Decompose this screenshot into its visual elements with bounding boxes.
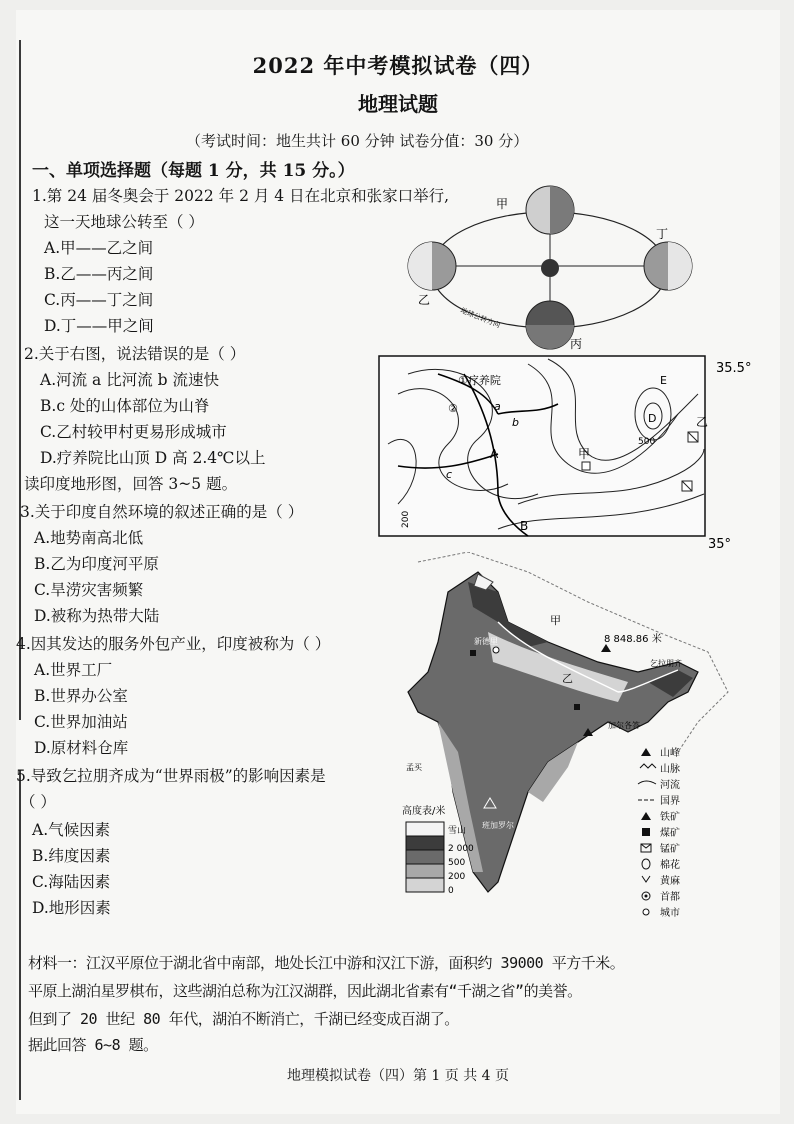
q5-option-b: B.纬度因素	[32, 847, 111, 865]
q4-option-c: C.世界加油站	[34, 713, 128, 731]
q4-stem: 4.因其发达的服务外包产业，印度被称为（ ）	[16, 635, 331, 653]
legend-capital: 首都	[660, 892, 680, 903]
material-line: 平原上湖泊星罗棋布，这些湖泊总称为江汉湖群，因此湖北省素有“千湖之省”的美誉。	[28, 982, 582, 1000]
q1-option-b: B.乙——丙之间	[44, 265, 154, 283]
q3-option-c: C.旱涝灾害频繁	[34, 581, 144, 599]
q3-option-a: A.地势南高北低	[34, 529, 144, 547]
material-line: 材料一：江汉平原位于湖北省中南部，地处长江中游和汉江下游，面积约 39000 平方千米。	[28, 954, 625, 972]
map-city-bangalore: 班加罗尔	[482, 821, 514, 830]
q5-stem: （ ）	[20, 793, 56, 811]
label-river-b: b	[512, 416, 519, 429]
elev-snow: 雪山	[448, 826, 467, 836]
material-instruction: 据此回答 6~8 题。	[28, 1036, 158, 1054]
orbit-label-jia: 甲	[496, 197, 509, 211]
label-2: ②	[448, 402, 458, 415]
page-footer: 地理模拟试卷（四）第 1 页 共 4 页	[286, 1068, 510, 1084]
q5-stem: 5.导致乞拉朋齐成为“世界雨极”的影响因素是	[16, 767, 326, 785]
india-topographic-map	[378, 552, 738, 924]
orbit-direction-text: 地球公转方向	[459, 306, 502, 330]
subject-title: 地理试题	[358, 92, 438, 116]
contour-map	[378, 354, 770, 550]
q1-option-a: A.甲——乙之间	[44, 239, 154, 257]
section-heading: 一、单项选择题（每题 1 分，共 15 分。）	[32, 161, 355, 181]
q4-option-a: A.世界工厂	[34, 661, 113, 679]
q5-option-d: D.地形因素	[32, 899, 111, 917]
q1-option-c: C.丙——丁之间	[44, 291, 154, 309]
earth-orbit-diagram	[404, 180, 694, 352]
legend-border: 国界	[660, 796, 680, 807]
binding-line	[19, 770, 21, 1100]
q1-stem: 这一天地球公转至（ ）	[44, 213, 204, 231]
q2-stem: 2.关于右图，说法错误的是（ ）	[24, 345, 246, 363]
map-city-mumbai: 孟买	[406, 763, 422, 772]
q5-option-a: A.气候因素	[32, 821, 111, 839]
map-label-jia: 甲	[550, 614, 561, 627]
orbit-label-bing: 丙	[570, 337, 583, 351]
map-city-cherrapunji: 乞拉朋齐	[650, 659, 682, 668]
material-line: 但到了 20 世纪 80 年代，湖泊不断消亡，千湖已经变成百湖了。	[28, 1010, 459, 1028]
q1-stem: 1.第 24 届冬奥会于 2022 年 2 月 4 日在北京和张家口举行,	[32, 187, 450, 205]
label-sanatorium: ①疗养院	[458, 374, 501, 387]
orbit-label-yi: 乙	[418, 293, 431, 307]
q1-option-d: D.丁——甲之间	[44, 317, 154, 335]
orbit-label-ding: 丁	[656, 227, 669, 241]
elev-0: 0	[448, 886, 454, 896]
exam-title: 2022 年中考模拟试卷（四）	[252, 53, 544, 78]
map-peak-height: 8 848.86 米	[604, 634, 662, 645]
map-city-kolkata: 加尔各答	[608, 721, 640, 730]
legend-peak: 山峰	[660, 748, 680, 759]
label-A: A	[490, 447, 499, 461]
legend-river: 河流	[660, 780, 680, 791]
label-river-a: a	[494, 400, 501, 413]
label-jia: 甲	[578, 447, 591, 461]
legend-iron: 铁矿	[660, 812, 680, 823]
q4-option-d: D.原材料仓库	[34, 739, 129, 757]
q2-option-b: B.c 处的山体部位为山脊	[40, 397, 210, 415]
intro-3-5: 读印度地形图，回答 3~5 题。	[24, 475, 238, 493]
label-yi: 乙	[696, 415, 709, 429]
q5-option-c: C.海陆因素	[32, 873, 111, 891]
label-D: D	[648, 412, 657, 425]
legend-cotton: 棉花	[660, 860, 680, 871]
legend-coal: 煤矿	[660, 828, 680, 839]
q2-option-c: C.乙村较甲村更易形成城市	[40, 423, 227, 441]
elev-500: 500	[448, 858, 466, 868]
lat-bottom: 35°	[708, 537, 732, 550]
contour-200: 200	[401, 510, 411, 528]
q3-option-d: D.被称为热带大陆	[34, 607, 160, 625]
legend-range: 山脉	[660, 764, 680, 775]
elev-200: 200	[448, 872, 466, 882]
q3-option-b: B.乙为印度河平原	[34, 555, 159, 573]
q2-option-d: D.疗养院比山顶 D 高 2.4℃以上	[40, 449, 266, 467]
label-c: c	[446, 468, 453, 481]
elevation-title: 高度表/米	[402, 806, 446, 817]
map-city-delhi: 新德里	[474, 637, 498, 646]
q3-stem: 3.关于印度自然环境的叙述正确的是（ ）	[20, 503, 304, 521]
legend-manganese: 锰矿	[660, 844, 680, 855]
label-E: E	[660, 374, 667, 387]
legend-jute: 黄麻	[660, 876, 680, 887]
exam-page	[16, 10, 780, 1114]
elev-2000: 2 000	[448, 844, 474, 854]
map-label-yi: 乙	[562, 672, 573, 685]
q4-option-b: B.世界办公室	[34, 687, 128, 705]
lat-top: 35.5°	[716, 361, 752, 376]
label-B: B	[520, 519, 529, 533]
legend-city: 城市	[660, 908, 680, 919]
contour-500: 500	[638, 437, 656, 447]
exam-info: （考试时间：地生共计 60 分钟 试卷分值：30 分）	[186, 132, 529, 150]
q2-option-a: A.河流 a 比河流 b 流速快	[40, 371, 219, 389]
binding-line	[19, 40, 21, 720]
